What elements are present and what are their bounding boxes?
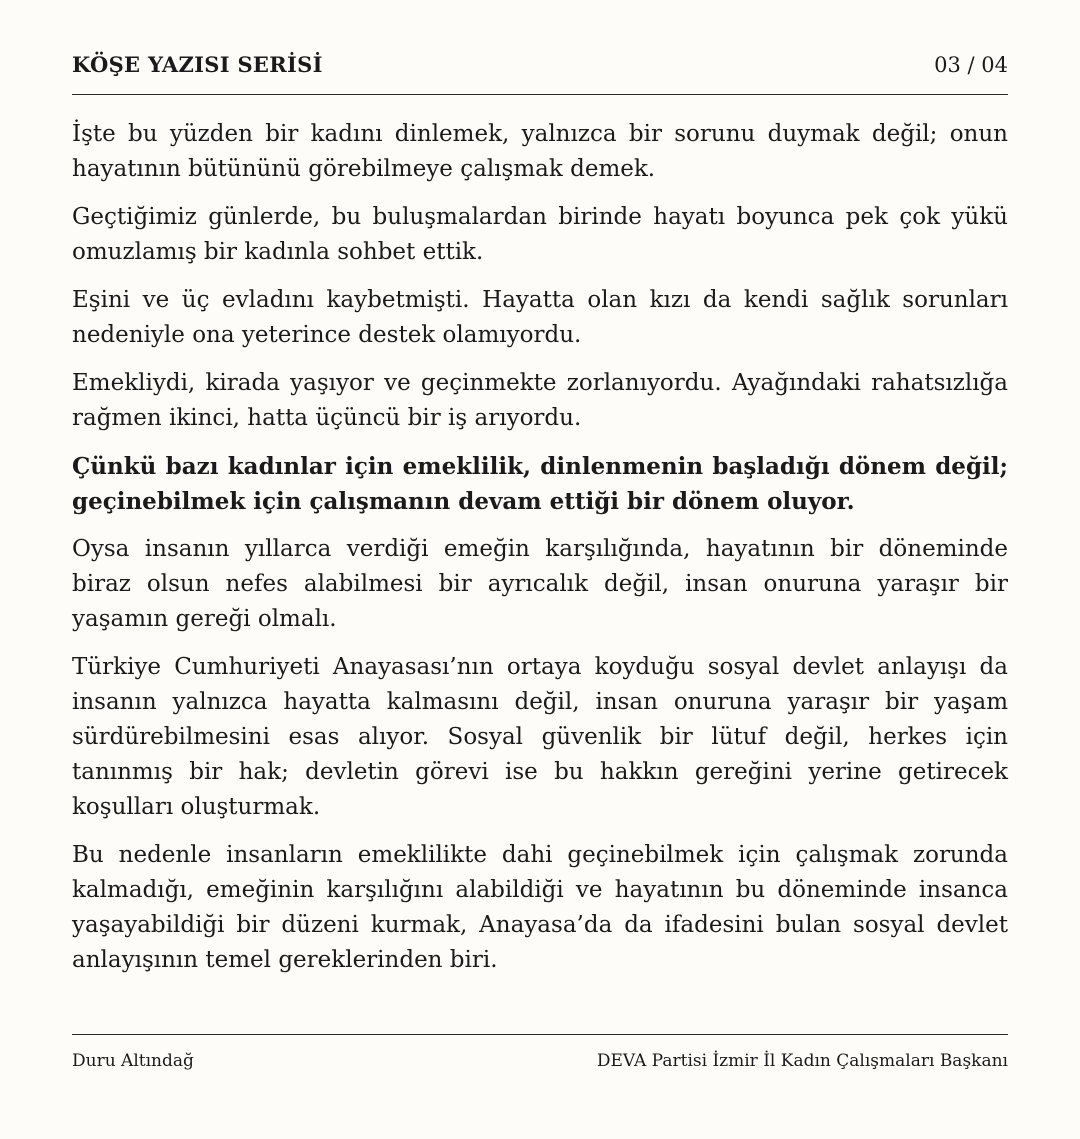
article-paragraph: İşte bu yüzden bir kadını dinlemek, yalnızca bir sorunu duymak değil; onun hayatının bütününü görebilmeye çalışmak demek. xyxy=(72,121,1008,182)
page-number: 03 / 04 xyxy=(934,53,1008,77)
article-paragraph: Emekliydi, kirada yaşıyor ve geçinmekte zorlanıyordu. Ayağındaki rahatsızlığa rağmen ikinci, hatta üçüncü bir iş arıyordu. xyxy=(72,370,1008,431)
page-header xyxy=(72,50,1008,95)
article-paragraph: Geçtiğimiz günlerde, bu buluşmalardan birinde hayatı boyunca pek çok yükü omuzlamış bir kadınla sohbet ettik. xyxy=(72,204,1008,265)
page-footer xyxy=(72,1048,1008,1074)
author-name: Duru Altındağ xyxy=(72,1051,194,1071)
article-paragraph: Eşini ve üç evladını kaybetmişti. Hayatta olan kızı da kendi sağlık sorunları nedeniyle ona yeterince destek olamıyordu. xyxy=(72,287,1008,348)
article-paragraph: Bu nedenle insanların emeklilikte dahi geçinebilmek için çalışmak zorunda kalmadığı, emeğinin karşılığını alabildiği ve hayatının bu döneminde insanca yaşayabildiği bir düzeni kurmak, Anayasa’da da ifadesini bulan sosyal devlet anlayışının temel gereklerinden biri. xyxy=(72,842,1008,973)
article-highlight-paragraph: Çünkü bazı kadınlar için emeklilik, dinlenmenin başladığı dönem değil; geçinebilmek için çalışmanın devam ettiği bir dönem oluyor. xyxy=(72,453,1008,515)
article-paragraph: Türkiye Cumhuriyeti Anayasası’nın ortaya koyduğu sosyal devlet anlayışı da insanın yalnızca hayatta kalmasını değil, insan onuruna yaraşır bir yaşam sürdürebilmesini esas alıyor. Sosyal güvenlik bir lütuf değil, herkes için tanınmış bir hak; devletin görevi ise bu hakkın gereğini yerine getirecek koşulları oluşturmak. xyxy=(72,654,1008,820)
article-body xyxy=(72,117,1008,991)
author-title: DEVA Partisi İzmir İl Kadın Çalışmaları Başkanı xyxy=(596,1051,1008,1071)
series-title: KÖŞE YAZISI SERİSİ xyxy=(72,52,323,77)
footer-divider xyxy=(72,1034,1008,1035)
article-paragraph: Oysa insanın yıllarca verdiği emeğin karşılığında, hayatının bir döneminde biraz olsun nefes alabilmesi bir ayrıcalık değil, insan onuruna yaraşır bir yaşamın gereği olmalı. xyxy=(72,536,1008,632)
